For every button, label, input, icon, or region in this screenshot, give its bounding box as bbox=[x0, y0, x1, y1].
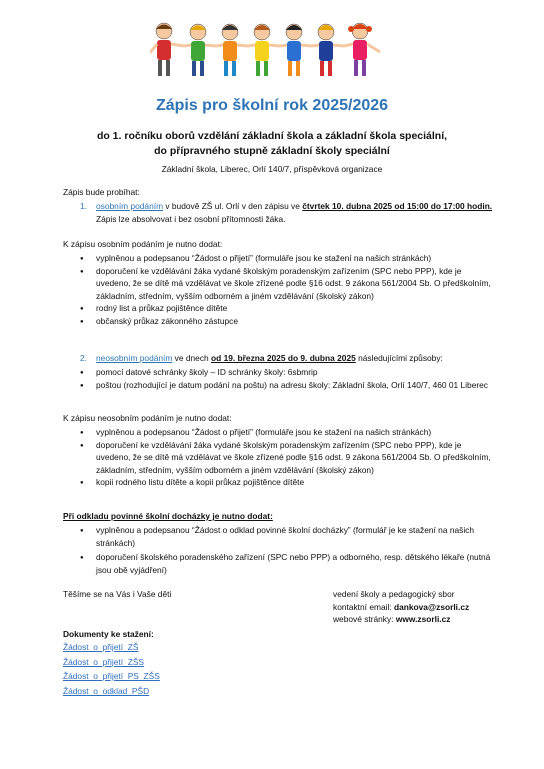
email-value[interactable]: dankova@zsorli.cz bbox=[393, 601, 470, 612]
download-link[interactable]: Žádost_o_přijetí_PS_ZŠS bbox=[63, 671, 160, 681]
organization-name: Základní škola, Liberec, Orlí 140/7, příspěvková organizace bbox=[161, 164, 383, 174]
deferral-list bbox=[63, 524, 493, 576]
child-green bbox=[184, 24, 216, 76]
nonpersonal-list bbox=[63, 426, 493, 489]
intro-text: Zápis bude probíhat: bbox=[63, 187, 140, 197]
downloads-heading: Dokumenty ke stažení: bbox=[63, 629, 154, 639]
greeting: Těšíme se na Vás i Vaše děti bbox=[63, 589, 172, 599]
website bbox=[333, 613, 533, 626]
child-yellow bbox=[248, 24, 280, 76]
page-title: Zápis pro školní rok 2025/2026 bbox=[155, 97, 389, 114]
downloads-section bbox=[63, 628, 493, 641]
deferral-heading-text: Při odkladu povinné školní docházky je nutno dodat: bbox=[63, 511, 273, 521]
item-text-b: následujícími způsoby: bbox=[355, 353, 443, 363]
signature-block bbox=[333, 588, 533, 626]
child-darkblue bbox=[312, 24, 344, 76]
download-link[interactable]: Žádost_o_přijetí_ZŠ bbox=[63, 642, 139, 652]
list-item: ● vyplněnou a podepsanou “Žádost o přijetí” (formuláře jsou ke stažení na našich stránkách) bbox=[63, 426, 493, 439]
downloads-links bbox=[63, 640, 493, 698]
personal-list bbox=[63, 252, 493, 328]
child-blue bbox=[280, 24, 312, 76]
contact-email bbox=[333, 601, 533, 614]
item-text bbox=[63, 352, 493, 365]
nonpersonal-heading: K zápisu neosobním podáním je nutno dodat: bbox=[63, 413, 232, 423]
list-item: ● vyplněnou a podepsanou “Žádost o přijetí” (formuláře jsou ke stažení na našich stránkách) bbox=[63, 252, 493, 265]
list-item: ● poštou (rozhodující je datum podání na poštu) na adresu školy: Základní škola, Orlí 140/7, 460 01 Liberec bbox=[63, 379, 493, 392]
personal-link[interactable]: osobním podáním bbox=[96, 201, 164, 211]
item-text-a: ve dnech bbox=[172, 353, 212, 363]
personal-date: čtvrtek 10. dubna 2025 od 15:00 do 17:00 hodin. bbox=[302, 201, 493, 211]
email-label: kontaktní email: bbox=[333, 601, 394, 612]
list-item: ● doporučení školského poradenského zařízení (SPC nebo PPP) a odborného, resp. dětského lékaře (nutná jsou obě vyjádření) bbox=[63, 551, 493, 576]
list-item: ● kopii rodného listu dítěte a kopii průkaz pojištěnce dítěte bbox=[63, 476, 493, 489]
child-pink bbox=[344, 23, 380, 76]
deferral-heading bbox=[63, 510, 493, 523]
subtitle-line-2: do přípravného stupně základní školy speciální bbox=[154, 145, 390, 158]
child-orange bbox=[216, 24, 248, 76]
item-nonpersonal bbox=[63, 352, 493, 365]
nonpersonal-methods-list bbox=[63, 366, 493, 391]
item-text-b: Zápis lze absolvovat i bez osobní přítomnosti žáka. bbox=[96, 213, 286, 224]
list-item: ● pomocí datové schránky školy – ID schránky školy: 6sbmrip bbox=[63, 366, 493, 379]
personal-heading: K zápisu osobním podáním je nutno dodat: bbox=[63, 239, 223, 249]
list-item: ● doporučení ke vzdělávání žáka vydané školským poradenským zařízením (SPC nebo PPP), kde je uvedeno, že se dítě má vzdělávat ve škole zřízené podle §16 odst. 9 zákona 561/2004 Sb. O předškolním, základním, středním, vyšším odborném a jiném vzdělávání (školský zákon) bbox=[63, 265, 493, 303]
web-value[interactable]: www.zsorli.cz bbox=[395, 614, 451, 625]
list-item: ● rodný list a průkaz pojištěnce dítěte bbox=[63, 302, 493, 315]
list-item: ● vyplněnou a podepsanou “Žádost o odklad povinné školní docházky” (formulář je ke stažení na našich stránkách) bbox=[63, 524, 493, 549]
signature: vedení školy a pedagogický sbor bbox=[333, 589, 455, 599]
list-item: ● doporučení ke vzdělávání žáka vydané školským poradenským zařízením (SPC nebo PPP), kde je uvedeno, že se dítě má vzdělávat ve škole zřízené podle §16 odst. 9 zákona 561/2004 Sb. O předškolním, základním, středním, vyšším odborném a jiném vzdělávání (školský zákon) bbox=[63, 439, 493, 477]
web-label: webové stránky: bbox=[333, 614, 396, 625]
item-text-a: v budově ZŠ ul. Orlí v den zápisu ve bbox=[163, 201, 303, 211]
list-item: ● občanský průkaz zákonného zástupce bbox=[63, 315, 493, 328]
subtitle-line-1: do 1. ročníku oborů vzdělání základní škola a základní škola speciální, bbox=[96, 130, 448, 142]
nonpersonal-link[interactable]: neosobním podáním bbox=[96, 353, 173, 363]
item-text bbox=[63, 200, 493, 225]
child-red bbox=[150, 23, 184, 76]
download-link[interactable]: Žádost_o_přijetí_ZŠS bbox=[63, 656, 145, 667]
item-personal bbox=[63, 200, 493, 225]
subtitle bbox=[0, 129, 544, 159]
children-illustration bbox=[150, 20, 394, 82]
item-number: 1. bbox=[80, 201, 87, 211]
nonpersonal-date: od 19. března 2025 do 9. dubna 2025 bbox=[211, 353, 356, 363]
download-link[interactable]: Žádost_o_odklad_PŠD bbox=[63, 685, 150, 696]
item-number: 2. bbox=[80, 353, 87, 363]
